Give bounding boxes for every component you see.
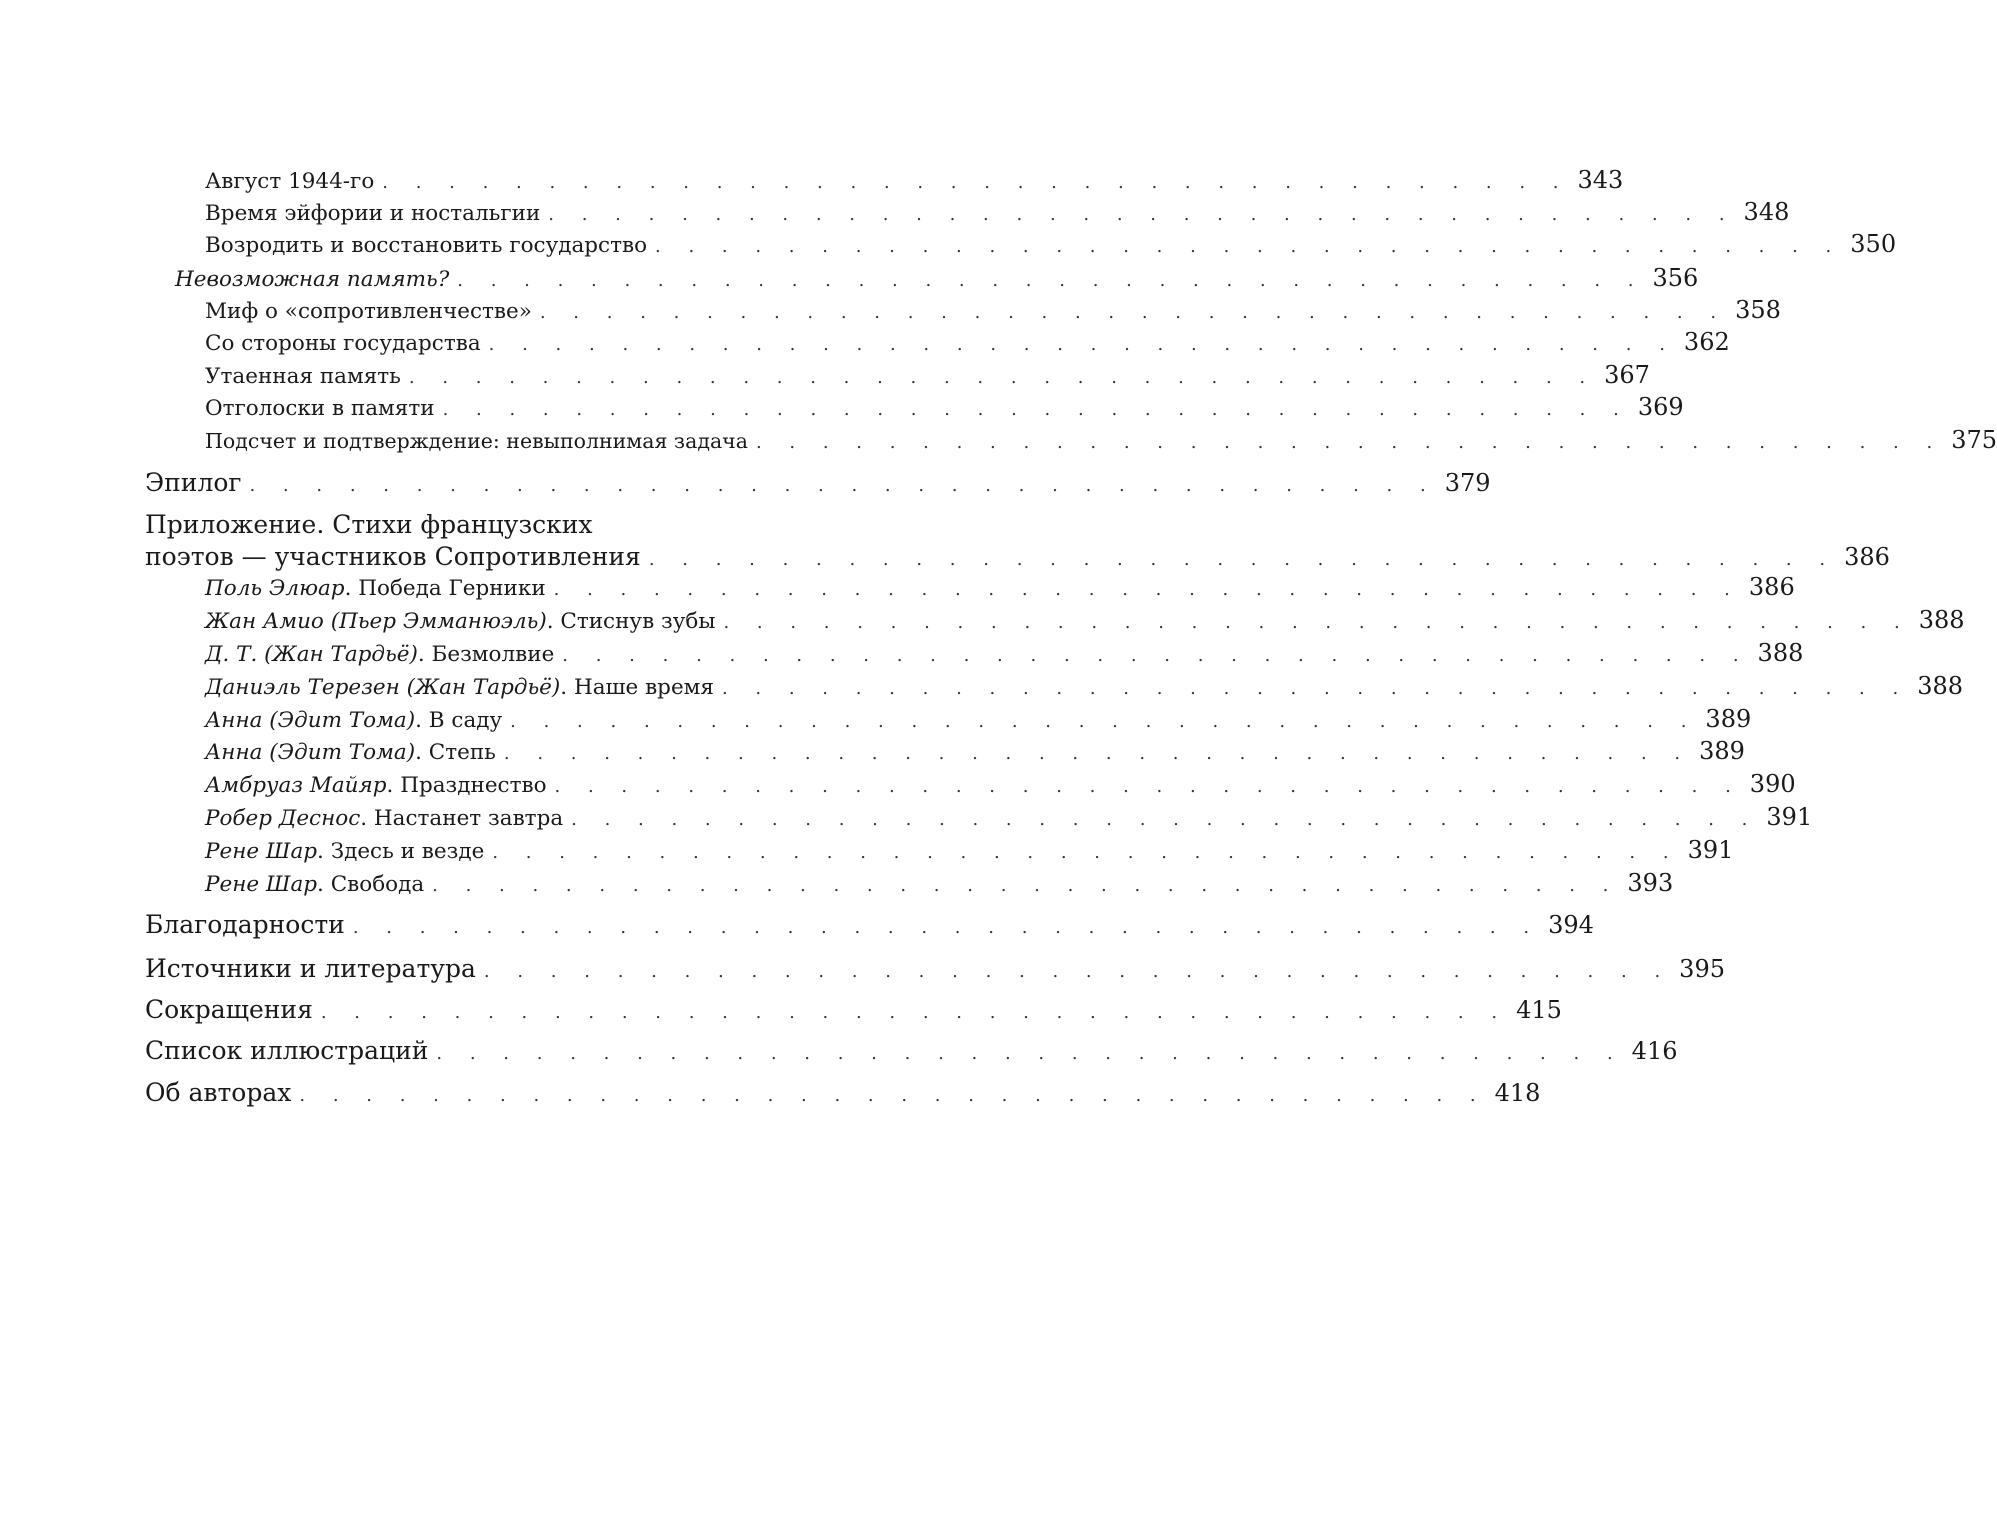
dot-leader: . . . . . . . . . . . . . . . . . . . . . . . . . . . . . . . . . . . .	[483, 961, 1672, 982]
toc-entry[interactable]	[205, 737, 1745, 765]
toc-entry-title	[205, 874, 424, 896]
toc-entry-title	[205, 710, 502, 732]
toc-entry-title: Эпилог	[145, 468, 242, 497]
toc-page-number: 388	[1918, 606, 1965, 634]
dot-leader: . . . . . . . . . . . . . . . . . . . . . . . . . . . . . . . . . . . .	[382, 172, 1570, 193]
toc-entry-title	[205, 808, 563, 830]
toc-entry[interactable]	[205, 803, 1813, 831]
poem-title: . Наше время	[560, 675, 714, 700]
dot-leader: . . . . . . . . . . . . . . . . . . . . . . . . . . . . . . . . . . . .	[503, 743, 1692, 764]
toc-entry[interactable]	[145, 1078, 1541, 1107]
toc-page-number: 389	[1705, 705, 1752, 733]
toc-entry-title	[205, 775, 547, 797]
poem-title: . Здесь и везде	[317, 839, 485, 864]
poem-title: . Настанет завтра	[360, 806, 564, 831]
toc-entry-title	[205, 841, 484, 863]
dot-leader: . . . . . . . . . . . . . . . . . . . . . . . . . . . . . . . . . . . .	[562, 645, 1750, 666]
toc-entry[interactable]	[205, 836, 1734, 864]
dot-leader: . . . . . . . . . . . . . . . . . . . . . . . . . . . . . . . . . . . .	[299, 1085, 1487, 1106]
dot-leader: . . . . . . . . . . . . . . . . . . . . . . . . . . . . . . . . . . . .	[723, 612, 1911, 633]
toc-entry[interactable]	[205, 198, 1790, 226]
toc-page-number: 386	[1748, 573, 1795, 601]
dot-leader: . . . . . . . . . . . . . . . . . . . . . . . . . . . . . . . . . . . .	[432, 875, 1620, 896]
dot-leader: . . . . . . . . . . . . . . . . . . . . . . . . . . . . . . . . . . . .	[320, 1002, 1509, 1023]
toc-page-number: 356	[1652, 264, 1699, 292]
toc-page-number: 393	[1627, 869, 1674, 897]
toc-entry[interactable]	[205, 328, 1730, 356]
toc-entry[interactable]	[205, 606, 1965, 634]
toc-entry-title	[205, 644, 554, 666]
poem-title: . Безмолвие	[417, 642, 555, 667]
poem-author: Жан Амио (Пьер Эмманюэль)	[205, 609, 547, 634]
poem-author: Робер Деснос	[205, 806, 361, 831]
toc-entry-title: Со стороны государства	[205, 331, 481, 356]
toc-entry[interactable]	[205, 230, 1897, 258]
toc-entry-title-line2: поэтов — участников Сопротивления	[145, 542, 641, 571]
toc-entry[interactable]	[205, 672, 1964, 700]
poem-author: Поль Элюар	[205, 576, 345, 601]
dot-leader: . . . . . . . . . . . . . . . . . . . . . . . . . . . . . . . . . . . .	[553, 579, 1741, 600]
toc-entry-title: Отголоски в памяти	[205, 396, 435, 421]
toc-entry-title: Миф о «сопротивленчестве»	[205, 299, 532, 324]
dot-leader: . . . . . . . . . . . . . . . . . . . . . . . . . . . . . . . . . . . .	[648, 549, 1837, 570]
dot-leader: . . . . . . . . . . . . . . . . . . . . . . . . . . . . . . . . . . . .	[352, 917, 1541, 938]
dot-leader: . . . . . . . . . . . . . . . . . . . . . . . . . . . . . . . . . . . .	[548, 204, 1736, 225]
toc-page-number: 362	[1683, 328, 1730, 356]
toc-page-number: 395	[1679, 955, 1725, 983]
toc-entry[interactable]	[205, 639, 1804, 667]
poem-title: . Степь	[415, 740, 496, 765]
poem-author: Д. Т. (Жан Тардьё)	[205, 642, 418, 667]
toc-entry[interactable]	[205, 426, 1997, 454]
toc-entry-title	[205, 578, 546, 600]
toc-entry[interactable]	[145, 910, 1594, 939]
toc-page-number: 367	[1604, 361, 1650, 389]
dot-leader: . . . . . . . . . . . . . . . . . . . . . . . . . . . . . . . . . . . .	[408, 367, 1597, 388]
dot-leader: . . . . . . . . . . . . . . . . . . . . . . . . . . . . . . . . . . . .	[571, 809, 1759, 830]
poem-author: Анна (Эдит Тома)	[205, 708, 416, 733]
toc-entry-title: Возродить и восстановить государство	[205, 233, 648, 258]
toc-page-number: 350	[1850, 230, 1897, 258]
dot-leader: . . . . . . . . . . . . . . . . . . . . . . . . . . . . . . . . . . . .	[442, 399, 1630, 420]
dot-leader: . . . . . . . . . . . . . . . . . . . . . . . . . . . . . . . . . . . .	[655, 236, 1843, 257]
toc-entry[interactable]	[205, 705, 1752, 733]
dot-leader: . . . . . . . . . . . . . . . . . . . . . . . . . . . . . . . . . . . .	[539, 302, 1728, 323]
toc-page-number: 358	[1735, 296, 1781, 324]
toc-page-number: 379	[1444, 469, 1491, 497]
toc-page-number: 388	[1917, 672, 1964, 700]
poem-author: Рене Шар	[205, 872, 318, 897]
dot-leader: . . . . . . . . . . . . . . . . . . . . . . . . . . . . . . . . . . . .	[510, 711, 1698, 732]
dot-leader: . . . . . . . . . . . . . . . . . . . . . . . . . . . . . . . . . . . .	[492, 842, 1680, 863]
toc-entry-title: Источники и литература	[145, 954, 476, 983]
toc-page-number: 394	[1548, 911, 1594, 939]
toc-page-number: 391	[1687, 836, 1734, 864]
toc-page-number: 416	[1631, 1037, 1678, 1065]
toc-entry-title: Благодарности	[145, 910, 345, 939]
dot-leader: . . . . . . . . . . . . . . . . . . . . . . . . . . . . . . . . . . . .	[488, 334, 1676, 355]
poem-title: . Празднество	[386, 773, 547, 798]
toc-page-number: 343	[1577, 166, 1624, 194]
toc-page-number: 348	[1743, 198, 1790, 226]
toc-entry[interactable]	[145, 542, 1890, 571]
dot-leader: . . . . . . . . . . . . . . . . . . . . . . . . . . . . . . . . . . . .	[554, 776, 1742, 797]
toc-page-number: 375	[1951, 426, 1997, 454]
poem-title: . Свобода	[317, 872, 425, 897]
toc-page-number: 415	[1516, 996, 1562, 1024]
toc-entry-title	[205, 742, 496, 764]
poem-title: . Победа Герники	[344, 576, 546, 601]
toc-entry-title: Сокращения	[145, 995, 313, 1024]
toc-entry[interactable]	[205, 166, 1624, 194]
poem-author: Анна (Эдит Тома)	[205, 740, 416, 765]
toc-entry-title-line1: Приложение. Стихи французских	[145, 510, 593, 539]
toc-entry[interactable]	[145, 1036, 1678, 1065]
dot-leader: . . . . . . . . . . . . . . . . . . . . . . . . . . . . . . . . . . . .	[457, 270, 1645, 291]
toc-entry[interactable]	[175, 264, 1699, 292]
toc-entry-title	[205, 611, 715, 633]
toc-page-number: 369	[1637, 393, 1684, 421]
toc-entry-title: Время эйфории и ностальгии	[205, 201, 541, 226]
toc-entry[interactable]	[205, 770, 1796, 798]
toc-entry[interactable]	[205, 361, 1650, 389]
toc-page-number: 388	[1757, 639, 1804, 667]
toc-entry-title: Август 1944-го	[205, 169, 375, 194]
poem-title: . В саду	[415, 708, 503, 733]
toc-entry[interactable]	[205, 869, 1674, 897]
poem-author: Даниэль Терезен (Жан Тардьё)	[205, 675, 561, 700]
toc-entry[interactable]	[205, 393, 1684, 421]
toc-entry-title: Утаенная память	[205, 364, 401, 389]
poem-author: Амбруаз Майяр	[205, 773, 387, 798]
toc-entry-title: Об авторах	[145, 1078, 292, 1107]
poem-author: Рене Шар	[205, 839, 318, 864]
toc-entry-title: Список иллюстраций	[145, 1036, 429, 1065]
dot-leader: . . . . . . . . . . . . . . . . . . . . . . . . . . . . . . . . . . . .	[249, 475, 1437, 496]
toc-entry[interactable]	[205, 296, 1781, 324]
toc-page-number: 391	[1766, 803, 1813, 831]
toc-entry-title	[205, 677, 714, 699]
toc-entry-title: Невозможная память?	[175, 267, 450, 292]
toc-entry[interactable]	[145, 995, 1562, 1024]
toc-entry[interactable]	[205, 573, 1795, 601]
toc-page-number: 389	[1699, 737, 1745, 765]
toc-entry[interactable]	[145, 468, 1491, 497]
toc-entry-title: Подсчет и подтверждение: невыполнимая задача	[205, 429, 748, 453]
poem-title: . Стиснув зубы	[546, 609, 716, 634]
dot-leader: . . . . . . . . . . . . . . . . . . . . . . . . . . . . . . . . . . . .	[721, 678, 1910, 699]
dot-leader: . . . . . . . . . . . . . . . . . . . . . . . . . . . . . . . . . . . .	[436, 1043, 1624, 1064]
toc-page-number: 390	[1749, 770, 1796, 798]
toc-page-number: 418	[1494, 1079, 1541, 1107]
toc-page-number: 386	[1844, 543, 1890, 571]
dot-leader: . . . . . . . . . . . . . . . . . . . . . . . . . . . . . . . . . . . .	[755, 432, 1944, 453]
toc-entry[interactable]	[145, 954, 1725, 983]
